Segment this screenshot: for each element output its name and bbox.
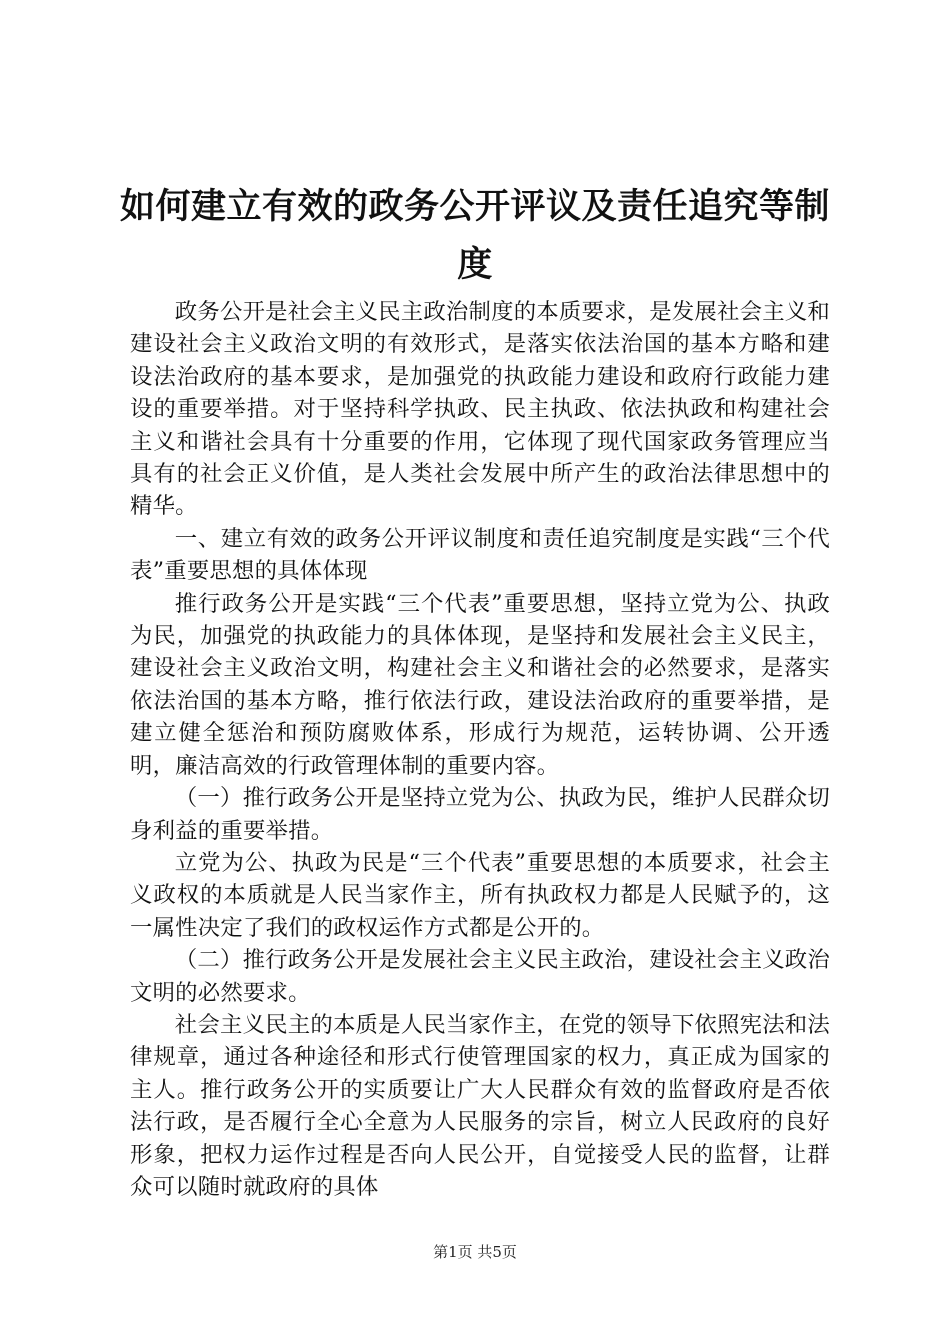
page-footer: 第1页 共5页	[433, 1243, 517, 1261]
document-body	[130, 296, 830, 1203]
paragraph-subsection-1: 立党为公、执政为民是“三个代表”重要思想的本质要求，社会主义政权的本质就是人民当家作主，所有执政权力都是人民赋予的，这一属性决定了我们的政权运作方式都是公开的。	[130, 849, 830, 941]
document-title: 如何建立有效的政务公开评议及责任追究等制度	[119, 186, 830, 285]
subsection-heading-1: （一）推行政务公开是坚持立党为公、执政为民，维护人民群众切身利益的重要举措。	[130, 785, 830, 844]
paragraph-intro: 政务公开是社会主义民主政治制度的本质要求，是发展社会主义和建设社会主义政治文明的有效形式，是落实依法治国的基本方略和建设法治政府的基本要求，是加强党的执政能力建设和政府行政能力建设的重要举措。对于坚持科学执政、民主执政、依法执政和构建社会主义和谐社会具有十分重要的作用，它体现了现代国家政务管理应当具有的社会正义价值，是人类社会发展中所产生的政治法律思想中的精华。	[130, 299, 830, 520]
paragraph-subsection-2: 社会主义民主的本质是人民当家作主，在党的领导下依照宪法和法律规章，通过各种途径和形式行使管理国家的权力，真正成为国家的主人。推行政务公开的实质要让广大人民群众有效的监督政府是否依法行政，是否履行全心全意为人民服务的宗旨，树立人民政府的良好形象，把权力运作过程是否向人民公开，自觉接受人民的监督，让群众可以随时就政府的具体	[130, 1011, 830, 1200]
paragraph-section-1: 推行政务公开是实践“三个代表”重要思想，坚持立党为公、执政为民，加强党的执政能力的具体体现，是坚持和发展社会主义民主，建设社会主义政治文明，构建社会主义和谐社会的必然要求，是落实依法治国的基本方略，推行依法行政，建设法治政府的重要举措，是建立健全惩治和预防腐败体系，形成行为规范，运转协调、公开透明，廉洁高效的行政管理体制的重要内容。	[130, 590, 830, 779]
subsection-heading-2: （二）推行政务公开是发展社会主义民主政治，建设社会主义政治文明的必然要求。	[130, 947, 830, 1006]
section-heading-1: 一、建立有效的政务公开评议制度和责任追究制度是实践“三个代表”重要思想的具体体现	[130, 525, 830, 585]
